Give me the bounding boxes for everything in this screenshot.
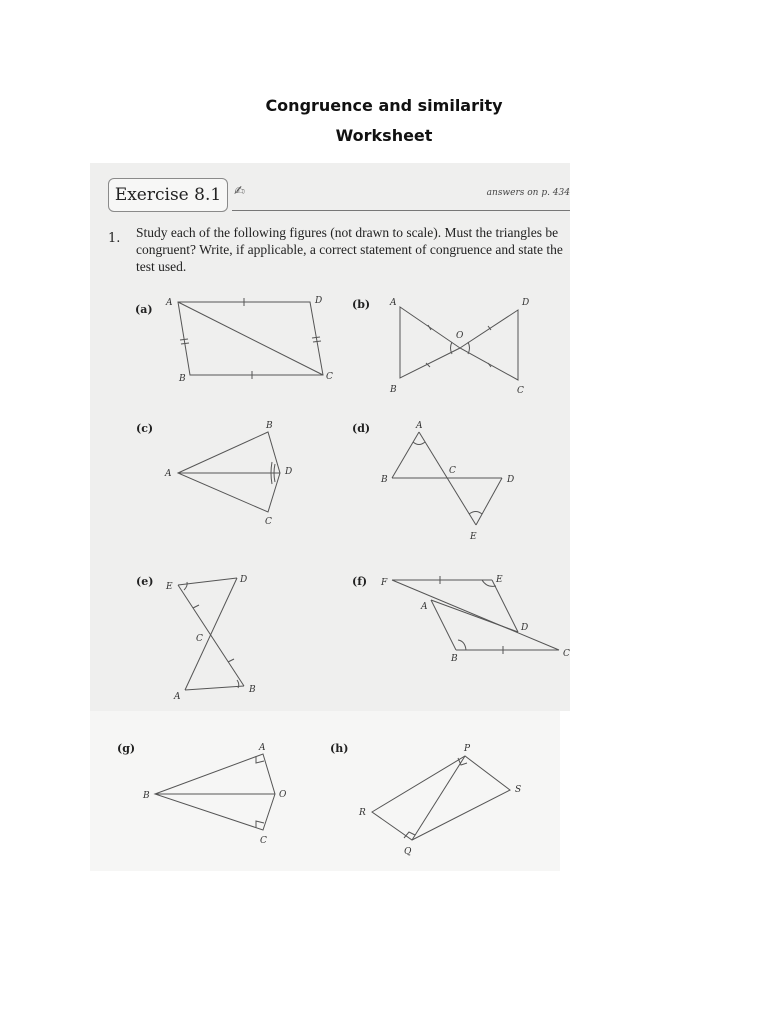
point-label: F	[381, 578, 388, 588]
point-label: B	[390, 385, 397, 395]
figure-d	[352, 421, 514, 542]
point-label: C	[563, 649, 570, 659]
point-label: B	[143, 791, 150, 801]
point-label: D	[521, 623, 529, 633]
point-label: O	[456, 331, 464, 341]
point-label: P	[464, 744, 471, 754]
point-label: C	[196, 634, 203, 644]
pencil-icon: ✍	[234, 184, 245, 199]
point-label: Q	[404, 847, 412, 857]
point-label: D	[240, 575, 248, 585]
question-number: 1.	[108, 231, 121, 246]
point-label: B	[249, 685, 256, 695]
point-label: D	[315, 296, 323, 306]
figure-g-label: (g)	[117, 742, 136, 755]
point-label: B	[179, 374, 186, 384]
point-label: O	[279, 790, 287, 800]
point-label: R	[359, 808, 366, 818]
figure-e-label: (e)	[136, 575, 154, 588]
figure-g	[117, 742, 287, 846]
point-label: A	[259, 743, 266, 753]
point-label: D	[285, 467, 293, 477]
point-label: B	[266, 421, 273, 431]
point-label: C	[260, 836, 267, 846]
question-text: Study each of the following figures (not drawn to scale). Must the triangles be congruent? Write, if applicable, a correct statement of congruence and state the test used.	[136, 225, 563, 274]
point-label: C	[449, 466, 456, 476]
document-title: Congruence and similarity	[265, 96, 503, 115]
figure-f	[352, 575, 570, 664]
figure-c-label: (c)	[136, 422, 154, 435]
point-label: B	[381, 475, 388, 485]
point-label: D	[507, 475, 515, 485]
point-label: A	[165, 469, 172, 479]
point-label: C	[265, 517, 272, 527]
point-label: A	[166, 298, 173, 308]
point-label: S	[515, 785, 522, 795]
point-label: A	[390, 298, 397, 308]
point-label: A	[416, 421, 423, 431]
document-subtitle: Worksheet	[335, 126, 433, 145]
figure-h	[330, 742, 521, 857]
exercise-heading: Exercise 8.1	[108, 178, 228, 212]
point-label: C	[517, 386, 524, 396]
figure-b-label: (b)	[352, 298, 371, 311]
point-label: A	[421, 602, 428, 612]
point-label: D	[522, 298, 530, 308]
figure-e	[136, 575, 256, 702]
point-label: E	[166, 582, 173, 592]
answers-reference: answers on p. 434	[486, 188, 570, 198]
figure-a-label: (a)	[135, 303, 153, 316]
point-label: E	[470, 532, 477, 542]
figure-f-label: (f)	[352, 575, 368, 588]
point-label: B	[451, 654, 458, 664]
figure-b	[352, 298, 529, 396]
point-label: C	[326, 372, 333, 382]
figure-a	[135, 296, 333, 384]
figure-c	[136, 421, 292, 527]
figure-d-label: (d)	[352, 422, 371, 435]
figure-h-label: (h)	[330, 742, 349, 755]
point-label: A	[174, 692, 181, 702]
point-label: E	[496, 575, 503, 585]
